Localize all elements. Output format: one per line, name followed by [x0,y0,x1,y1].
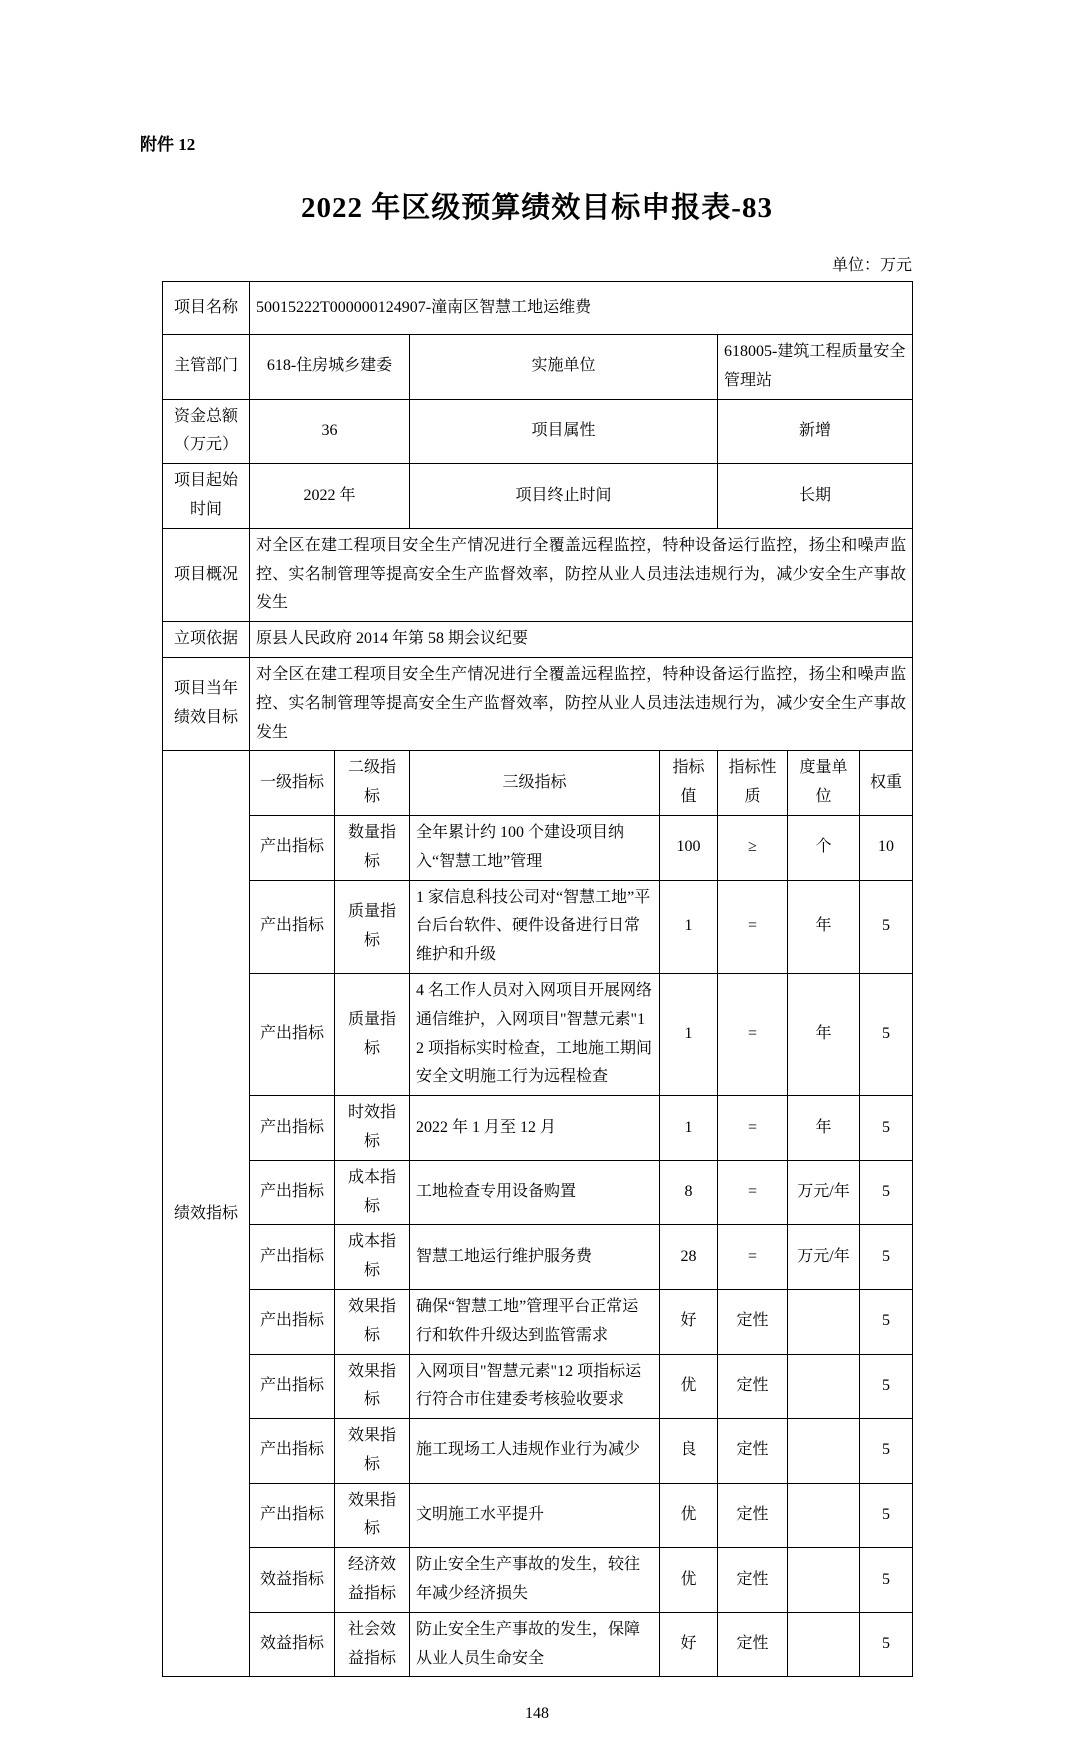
indicator-row [163,815,913,880]
indicator-value-cell: 28 [660,1225,718,1290]
indicator-nature-cell: 定性 [718,1289,788,1354]
overview-value: 对全区在建工程项目安全生产情况进行全覆盖远程监控，特种设备运行监控，扬尘和噪声监控、实名制管理等提高安全生产监督效率，防控从业人员违法违规行为，减少安全生产事故发生 [250,528,913,621]
basis-value: 原县人民政府 2014 年第 58 期会议纪要 [250,622,913,658]
indicator-weight-cell: 5 [860,1612,913,1677]
indicator-nature-cell: 定性 [718,1354,788,1419]
indicator-weight-cell: 5 [860,1160,913,1225]
end-time-value: 长期 [718,464,913,529]
indicator-header-nature: 指标性质 [718,751,788,816]
indicator-nature-cell: ≥ [718,815,788,880]
indicator-l3-cell: 入网项目"智慧元素"12 项指标运行符合市住建委考核验收要求 [410,1354,660,1419]
indicator-l1-cell: 产出指标 [250,1160,335,1225]
declaration-table [162,281,913,1677]
indicator-nature-cell: 定性 [718,1483,788,1548]
indicator-l1-cell: 效益指标 [250,1548,335,1613]
indicator-weight-cell: 5 [860,1548,913,1613]
indicator-nature-cell: = [718,880,788,973]
indicator-l2-cell: 质量指标 [335,973,410,1095]
indicator-nature-cell: 定性 [718,1548,788,1613]
indicator-row [163,1483,913,1548]
indicator-unit-cell [788,1419,860,1484]
page-title: 2022 年区级预算绩效目标申报表-83 [301,192,773,224]
indicator-l2-cell: 效果指标 [335,1289,410,1354]
indicator-value-cell: 好 [660,1289,718,1354]
annual-goal-label: 项目当年绩效目标 [163,657,250,750]
indicator-l3-cell: 1 家信息科技公司对“智慧工地”平台后台软件、硬件设备进行日常维护和升级 [410,880,660,973]
indicator-l2-cell: 效果指标 [335,1354,410,1419]
indicator-l3-cell: 2022 年 1 月至 12 月 [410,1096,660,1161]
indicator-weight-cell: 10 [860,815,913,880]
indicator-row [163,1419,913,1484]
indicator-weight-cell: 5 [860,1225,913,1290]
indicator-row [163,1225,913,1290]
indicator-row [163,1096,913,1161]
indicator-l2-cell: 成本指标 [335,1225,410,1290]
indicator-row [163,1354,913,1419]
impl-unit-label: 实施单位 [410,335,718,400]
project-name-label: 项目名称 [163,282,250,335]
indicator-l1-cell: 产出指标 [250,1354,335,1419]
indicator-nature-cell: 定性 [718,1612,788,1677]
indicator-header-level2: 二级指标 [335,751,410,816]
indicator-value-cell: 好 [660,1612,718,1677]
indicator-unit-cell [788,1548,860,1613]
start-time-value: 2022 年 [250,464,410,529]
indicator-weight-cell: 5 [860,1289,913,1354]
amount-value: 36 [250,399,410,464]
indicator-l1-cell: 产出指标 [250,1225,335,1290]
indicator-nature-cell: = [718,1225,788,1290]
indicator-l1-cell: 产出指标 [250,1289,335,1354]
indicator-l2-cell: 数量指标 [335,815,410,880]
dept-label: 主管部门 [163,335,250,400]
indicators-section-label: 绩效指标 [163,751,250,1677]
indicator-unit-cell: 年 [788,880,860,973]
indicator-l3-cell: 文明施工水平提升 [410,1483,660,1548]
indicator-value-cell: 8 [660,1160,718,1225]
indicator-value-cell: 1 [660,1096,718,1161]
indicator-row [163,973,913,1095]
indicator-nature-cell: = [718,1096,788,1161]
project-attr-value: 新增 [718,399,913,464]
indicator-l2-cell: 社会效益指标 [335,1612,410,1677]
indicator-header-unit: 度量单位 [788,751,860,816]
indicator-weight-cell: 5 [860,1354,913,1419]
indicator-unit-cell [788,1612,860,1677]
indicator-unit-cell: 年 [788,1096,860,1161]
indicator-unit-cell: 年 [788,973,860,1095]
indicator-l3-cell: 防止安全生产事故的发生，保障从业人员生命安全 [410,1612,660,1677]
indicator-row [163,880,913,973]
indicator-l3-cell: 施工现场工人违规作业行为减少 [410,1419,660,1484]
indicator-l3-cell: 防止安全生产事故的发生，较往年减少经济损失 [410,1548,660,1613]
indicator-nature-cell: = [718,973,788,1095]
indicator-row [163,1160,913,1225]
indicator-unit-cell: 个 [788,815,860,880]
indicator-l1-cell: 效益指标 [250,1612,335,1677]
indicator-l3-cell: 工地检查专用设备购置 [410,1160,660,1225]
indicator-l2-cell: 效果指标 [335,1483,410,1548]
indicator-row [163,1548,913,1613]
indicator-header-value: 指标值 [660,751,718,816]
indicator-value-cell: 1 [660,973,718,1095]
indicator-l1-cell: 产出指标 [250,815,335,880]
unit-label: 单位：万元 [831,257,912,274]
indicator-l2-cell: 经济效益指标 [335,1548,410,1613]
basis-label: 立项依据 [163,622,250,658]
indicator-l3-cell: 智慧工地运行维护服务费 [410,1225,660,1290]
indicator-value-cell: 100 [660,815,718,880]
indicator-value-cell: 优 [660,1483,718,1548]
indicator-unit-cell: 万元/年 [788,1225,860,1290]
indicator-l2-cell: 质量指标 [335,880,410,973]
indicator-l1-cell: 产出指标 [250,1483,335,1548]
indicator-row [163,1289,913,1354]
page-number: 148 [525,1705,549,1723]
overview-label: 项目概况 [163,528,250,621]
indicator-weight-cell: 5 [860,1419,913,1484]
indicator-nature-cell: 定性 [718,1419,788,1484]
indicator-unit-cell [788,1289,860,1354]
indicator-l3-cell: 全年累计约 100 个建设项目纳入“智慧工地”管理 [410,815,660,880]
indicator-l2-cell: 时效指标 [335,1096,410,1161]
indicator-row [163,1612,913,1677]
indicator-l1-cell: 产出指标 [250,973,335,1095]
impl-unit-value: 618005-建筑工程质量安全管理站 [718,335,913,400]
indicator-header-level3: 三级指标 [410,751,660,816]
end-time-label: 项目终止时间 [410,464,718,529]
annual-goal-value: 对全区在建工程项目安全生产情况进行全覆盖远程监控，特种设备运行监控，扬尘和噪声监控、实名制管理等提高安全生产监督效率，防控从业人员违法违规行为，减少安全生产事故发生 [250,657,913,750]
indicator-l1-cell: 产出指标 [250,880,335,973]
attachment-label: 附件 12 [140,135,196,154]
indicator-l2-cell: 成本指标 [335,1160,410,1225]
project-name-value: 50015222T000000124907-潼南区智慧工地运维费 [250,282,913,335]
indicator-unit-cell: 万元/年 [788,1160,860,1225]
indicator-nature-cell: = [718,1160,788,1225]
start-time-label: 项目起始时间 [163,464,250,529]
indicator-weight-cell: 5 [860,1096,913,1161]
dept-value: 618-住房城乡建委 [250,335,410,400]
indicator-l2-cell: 效果指标 [335,1419,410,1484]
table-wrapper [162,252,912,1677]
indicator-l3-cell: 确保“智慧工地”管理平台正常运行和软件升级达到监管需求 [410,1289,660,1354]
indicator-value-cell: 优 [660,1354,718,1419]
indicator-l1-cell: 产出指标 [250,1419,335,1484]
indicator-unit-cell [788,1354,860,1419]
project-attr-label: 项目属性 [410,399,718,464]
indicator-weight-cell: 5 [860,973,913,1095]
indicator-header-weight: 权重 [860,751,913,816]
indicator-weight-cell: 5 [860,1483,913,1548]
indicator-l3-cell: 4 名工作人员对入网项目开展网络通信维护，入网项目"智慧元素"12 项指标实时检查，工地施工期间安全文明施工行为远程检查 [410,973,660,1095]
indicator-value-cell: 优 [660,1548,718,1613]
indicator-l1-cell: 产出指标 [250,1096,335,1161]
indicator-header-level1: 一级指标 [250,751,335,816]
indicator-weight-cell: 5 [860,880,913,973]
indicator-value-cell: 良 [660,1419,718,1484]
indicator-value-cell: 1 [660,880,718,973]
indicator-unit-cell [788,1483,860,1548]
amount-label: 资金总额（万元） [163,399,250,464]
